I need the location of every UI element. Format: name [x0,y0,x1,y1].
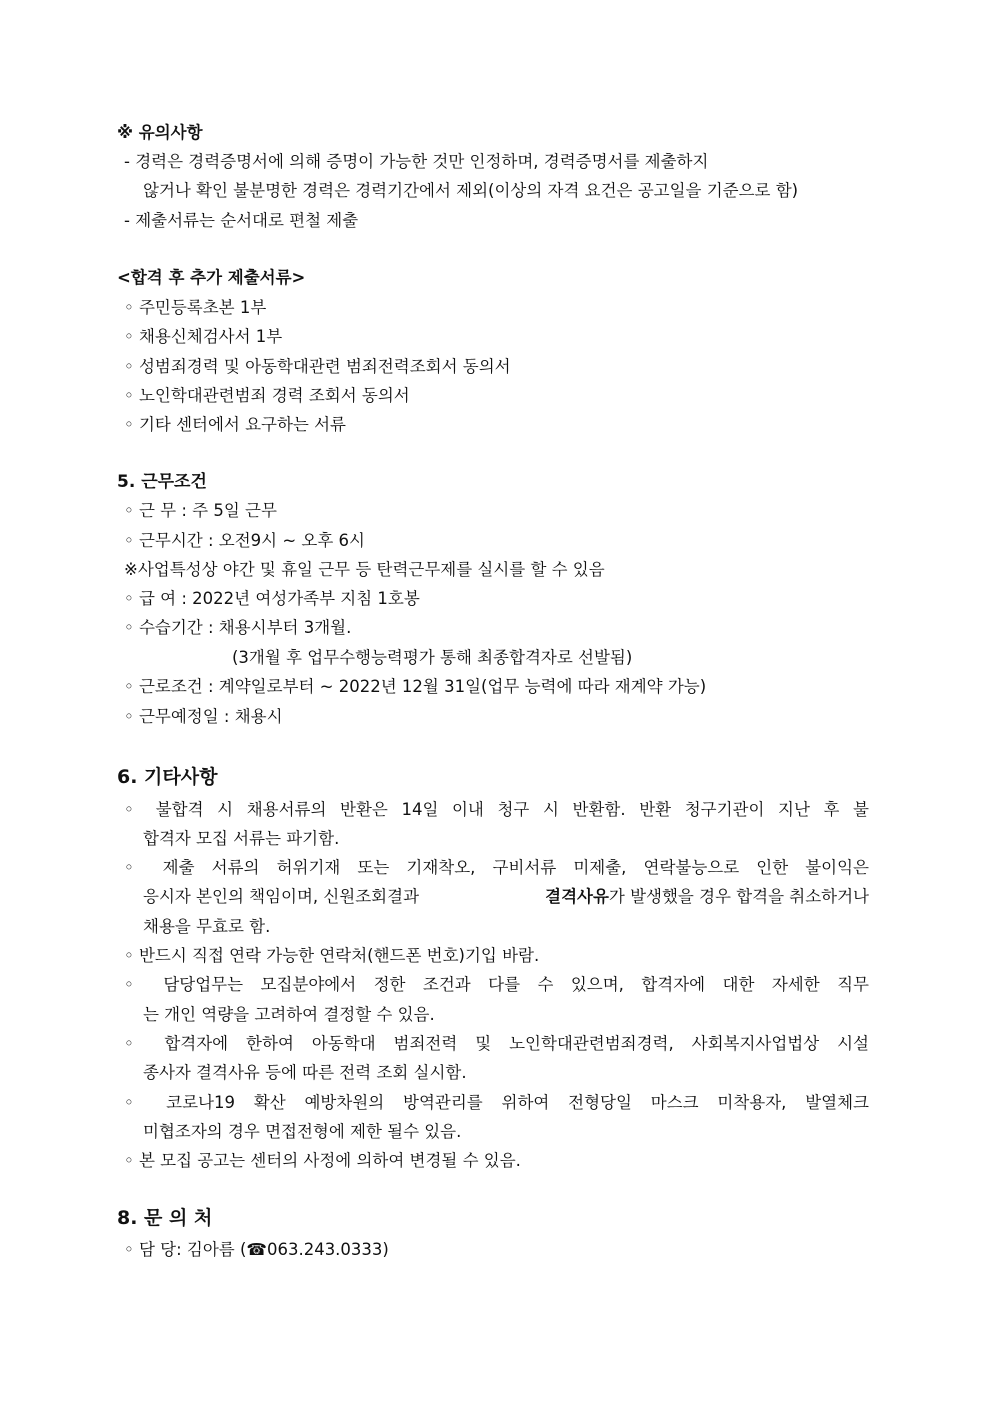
others-line: 종사자 결격사유 등에 따른 전력 조회 실시함. [143,1063,467,1082]
additional-doc-item: ◦ 주민등록초본 1부 [124,298,267,317]
condition-item: ◦ 근무예정일 : 채용시 [124,707,283,726]
additional-docs-title: <합격 후 추가 제출서류> [117,268,306,287]
others-line: ◦ 반드시 직접 연락 가능한 연락처(핸드폰 번호)기입 바람. [124,946,540,965]
additional-doc-item: ◦ 기타 센터에서 요구하는 서류 [124,415,346,434]
notice-item: 않거나 확인 불분명한 경력은 경력기간에서 제외(이상의 자격 요건은 공고일을 기준으로 함) [143,181,799,200]
others-line: 는 개인 역량을 고려하여 결정할 수 있음. [143,1005,435,1024]
others-line: ◦ 제출 서류의 허위기재 또는 기재착오, 구비서류 미제출, 연락불능으로 인한 불이익은 [124,858,869,877]
others-line: 합격자 모집 서류는 파기함. [143,829,340,848]
others-line: ◦ 코로나19 확산 예방차원의 방역관리를 위하여 전형당일 마스크 미착용자, 발열체크 [124,1093,869,1112]
additional-doc-item: ◦ 노인학대관련범죄 경력 조회서 동의서 [124,386,410,405]
others-line: 미협조자의 경우 면접전형에 제한 될수 있음. [143,1122,462,1141]
contact-title: 8. 문 의 처 [117,1207,213,1229]
others-line: 채용을 무효로 함. [143,917,271,936]
conditions-title: 5. 근무조건 [117,472,207,492]
notice-item: - 경력은 경력증명서에 의해 증명이 가능한 것만 인정하며, 경력증명서를 제출하지 [124,152,709,171]
notice-title: ※ 유의사항 [117,123,203,142]
condition-note: ※사업특성상 야간 및 휴일 근무 등 탄력근무제를 실시를 할 수 있음 [124,560,605,579]
condition-item: ◦ 근 무 : 주 5일 근무 [124,501,277,520]
condition-item: ◦ 급 여 : 2022년 여성가족부 지침 1호봉 [124,589,420,608]
others-line [143,886,869,908]
contact-line: ◦ 담 당: 김아름 (☎063.243.0333) [124,1240,389,1259]
condition-item: ◦ 근무시간 : 오전9시 ~ 오후 6시 [124,531,365,550]
notice-item: - 제출서류는 순서대로 편철 제출 [124,211,359,230]
condition-item: ◦ 근로조건 : 계약일로부터 ~ 2022년 12월 31일(업무 능력에 따라 재계약 가능) [124,677,707,696]
condition-subnote: (3개월 후 업무수행능력평가 통해 최종합격자로 선발됨) [232,648,633,667]
additional-doc-item: ◦ 채용신체검사서 1부 [124,327,283,346]
others-line: ◦ 불합격 시 채용서류의 반환은 14일 이내 청구 시 반환함. 반환 청구기관이 지난 후 불 [124,800,869,819]
condition-item: ◦ 수습기간 : 채용시부터 3개월. [124,618,352,637]
disqualification-reason: 결격사유 [545,887,609,906]
others-title: 6. 기타사항 [117,766,218,788]
others-line: ◦ 합격자에 한하여 아동학대 범죄전력 및 노인학대관련범죄경력, 사회복지사업법상 시설 [124,1034,869,1053]
others-line: ◦ 담당업무는 모집분야에서 정한 조건과 다를 수 있으며, 합격자에 대한 자세한 직무 [124,975,869,994]
others-line: ◦ 본 모집 공고는 센터의 사정에 의하여 변경될 수 있음. [124,1151,521,1170]
others-line-part: 가 발생했을 경우 합격을 취소하거나 [608,887,869,906]
additional-doc-item: ◦ 성범죄경력 및 아동학대관련 범죄전력조회서 동의서 [124,357,511,376]
others-line-part: 응시자 본인의 책임이며, 신원조회결과 [143,887,420,906]
